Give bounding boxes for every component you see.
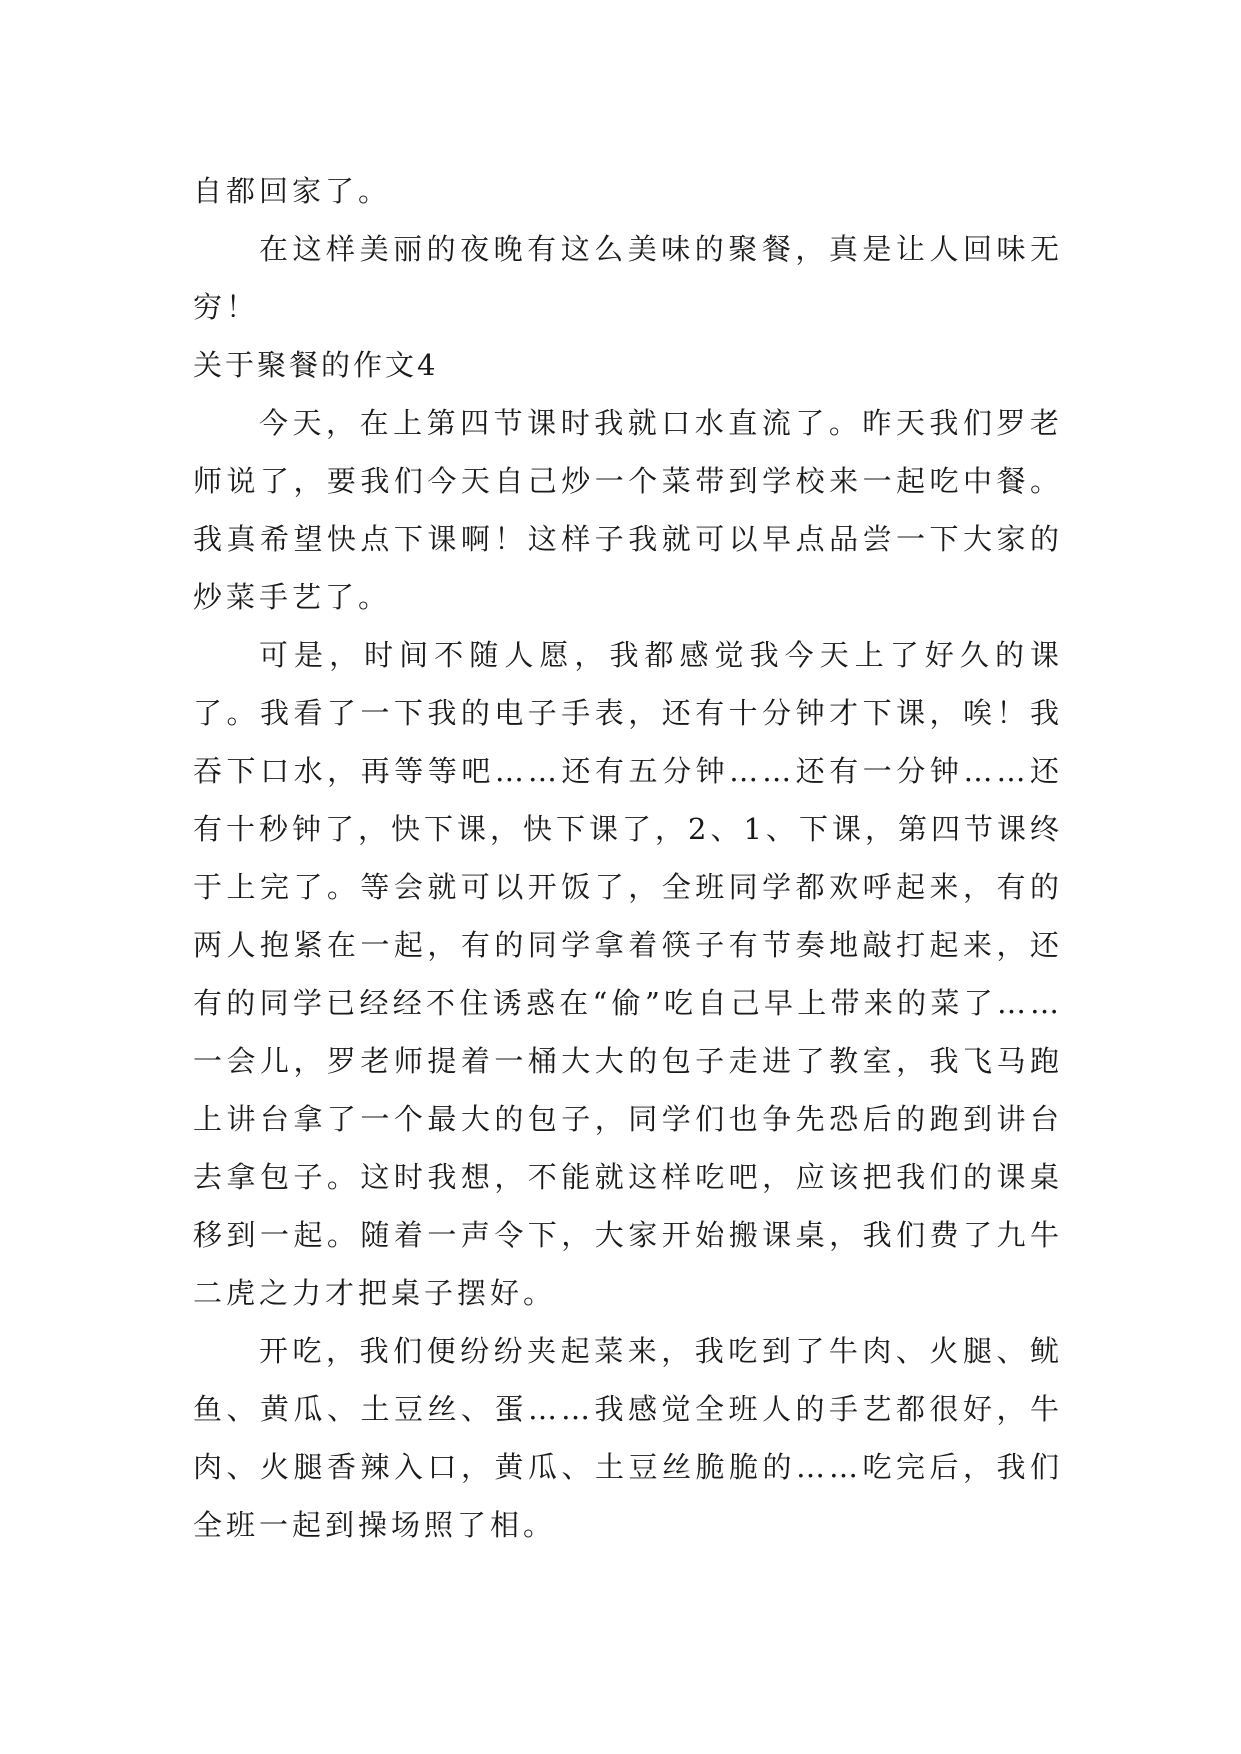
- paragraph-closing: 在这样美丽的夜晚有这么美味的聚餐，真是让人回味无穷！: [193, 232, 1063, 324]
- document-body: [193, 162, 1063, 1554]
- paragraph: 今天，在上第四节课时我就口水直流了。昨天我们罗老师说了，要我们今天自己炒一个菜带到学校来一起吃中餐。我真希望快点下课啊！这样子我就可以早点品尝一下大家的炒菜手艺了。: [193, 406, 1063, 614]
- paragraph-continuation: 自都回家了。: [193, 174, 392, 208]
- section-heading: 关于聚餐的作文4: [193, 348, 439, 382]
- paragraph: 可是，时间不随人愿，我都感觉我今天上了好久的课了。我看了一下我的电子手表，还有十分钟才下课，唉！我吞下口水，再等等吧……还有五分钟……还有一分钟……还有十秒钟了，快下课，快下课了，2、1、下课，第四节课终于上完了。等会就可以开饭了，全班同学都欢呼起来，有的两人抱紧在一起，有的同学拿着筷子有节奏地敲打起来，还有的同学已经经不住诱惑在“偷”吃自己早上带来的菜了……一会儿，罗老师提着一桶大大的包子走进了教室，我飞马跑上讲台拿了一个最大的包子，同学们也争先恐后的跑到讲台去拿包子。这时我想，不能就这样吃吧，应该把我们的课桌移到一起。随着一声令下，大家开始搬课桌，我们费了九牛二虎之力才把桌子摆好。: [193, 638, 1063, 1310]
- paragraph: 开吃，我们便纷纷夹起菜来，我吃到了牛肉、火腿、鱿鱼、黄瓜、土豆丝、蛋……我感觉全班人的手艺都很好，牛肉、火腿香辣入口，黄瓜、土豆丝脆脆的……吃完后，我们全班一起到操场照了相。: [193, 1334, 1063, 1542]
